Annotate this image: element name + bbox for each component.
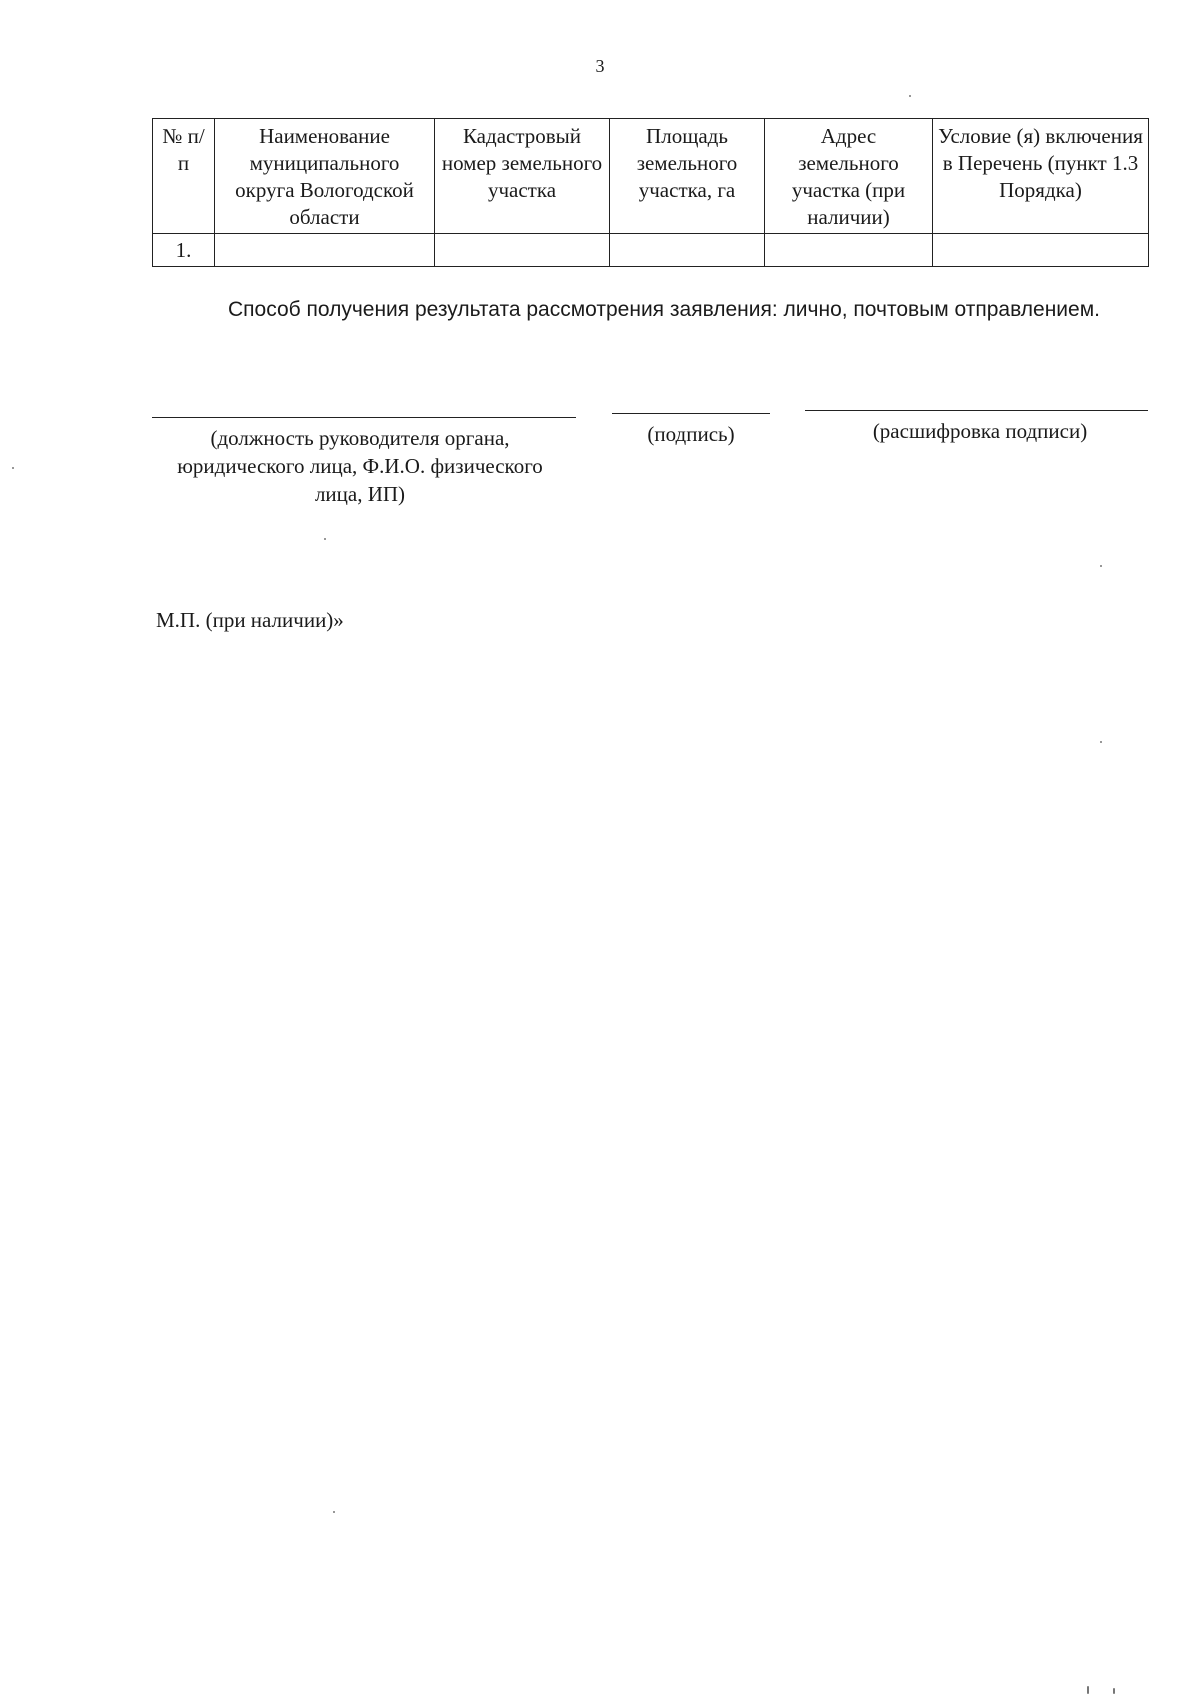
header-cadastral-number: Кадастровый номер земельного участка [435,119,610,234]
page-number: 3 [595,56,605,76]
position-caption: (должность руководителя органа, юридического лица, Ф.И.О. физического лица, ИП) [177,426,543,506]
cell-address [765,234,933,267]
scan-speck [1113,1688,1115,1694]
scan-speck [1087,1686,1089,1694]
scan-speck [1100,741,1102,743]
stamp-note: М.П. (при наличии)» [156,608,344,632]
decoding-signature-line [805,410,1148,411]
cell-area [610,234,765,267]
scan-speck [333,1511,335,1513]
position-signature-line [152,417,576,418]
land-plots-table [152,118,1149,267]
header-area: Площадь земельного участка, га [610,119,765,234]
header-condition: Условие (я) включения в Перечень (пункт 1.3 Порядка) [933,119,1149,234]
cell-municipality [215,234,435,267]
scan-speck [12,467,14,469]
table-row [153,234,1149,267]
cell-cadastral-number [435,234,610,267]
table-header-row [153,119,1149,234]
decoding-caption: (расшифровка подписи) [872,419,1088,443]
cell-number: 1. [153,234,215,267]
scan-speck [909,95,911,97]
header-municipality: Наименование муниципального округа Вологодской области [215,119,435,234]
scan-speck [324,538,326,540]
header-number: № п/п [153,119,215,234]
header-address: Адрес земельного участка (при наличии) [765,119,933,234]
signature-caption: (подпись) [647,422,735,446]
signature-line [612,413,770,414]
scan-speck [1100,565,1102,567]
cell-condition [933,234,1149,267]
result-method-text: Способ получения результата рассмотрения заявления: лично, почтовым отправлением. [228,298,1100,321]
